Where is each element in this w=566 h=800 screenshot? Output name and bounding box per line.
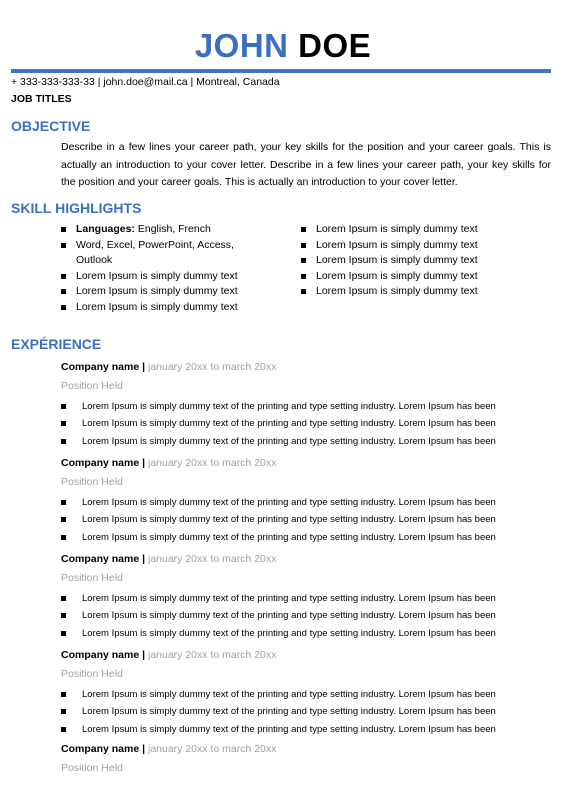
bullet-icon: [61, 421, 66, 426]
list-item: [301, 269, 521, 285]
list-item: [61, 590, 551, 607]
duties-list: [61, 398, 551, 450]
list-item: [61, 529, 551, 546]
duty-text: Lorem Ipsum is simply dummy text of the printing and type setting industry. Lorem Ipsum has been: [82, 531, 496, 543]
bullet-icon: [61, 709, 66, 714]
job-dates: january 20xx to march 20xx: [147, 457, 277, 469]
list-item: [61, 686, 551, 703]
job-header: [61, 360, 551, 379]
duty-text: Lorem Ipsum is simply dummy text of the printing and type setting industry. Lorem Ipsum has been: [82, 418, 496, 430]
bullet-icon: [61, 517, 66, 522]
company-name: Company name: [61, 457, 140, 469]
list-item: [301, 222, 521, 238]
bullet-icon: [301, 289, 306, 294]
separator: |: [142, 361, 146, 373]
skill-text: Lorem Ipsum is simply dummy text: [316, 285, 478, 298]
job-header: [61, 648, 551, 667]
list-item: [61, 433, 551, 450]
objective-heading: OBJECTIVE: [11, 118, 91, 134]
list-item: [61, 625, 551, 642]
duty-text: Lorem Ipsum is simply dummy text of the printing and type setting industry. Lorem Ipsum has been: [82, 593, 496, 604]
skill-text: Lorem Ipsum is simply dummy text: [76, 269, 238, 282]
list-item: [61, 284, 271, 300]
duty-text: Lorem Ipsum is simply dummy text of the printing and type setting industry. Lorem Ipsum has been: [82, 497, 496, 508]
list-item: [301, 284, 521, 300]
job-dates: january 20xx to march 20xx: [147, 649, 277, 661]
bullet-icon: [301, 274, 306, 279]
last-name: DOE: [298, 27, 372, 64]
separator: |: [142, 649, 146, 661]
experience-entry: [61, 648, 551, 738]
duties-list: [61, 686, 551, 738]
list-item: [301, 238, 521, 254]
bullet-icon: [61, 535, 66, 540]
skill-text: Lorem Ipsum is simply dummy text: [316, 238, 478, 251]
list-item: [61, 494, 551, 511]
position-held: Position Held: [61, 762, 123, 774]
separator: |: [142, 743, 146, 755]
experience-entry: [61, 552, 551, 642]
experience-entry: [61, 360, 551, 450]
list-item: [61, 238, 271, 269]
list-item: [61, 222, 271, 238]
duties-list: [61, 494, 551, 546]
separator: |: [142, 553, 146, 565]
list-item: [61, 511, 551, 528]
company-name: Company name: [61, 743, 140, 755]
list-item: [61, 415, 551, 432]
bullet-icon: [61, 692, 66, 697]
first-name: JOHN: [194, 27, 289, 64]
position-held: Position Held: [61, 572, 123, 584]
position-held: Position Held: [61, 476, 123, 488]
position-held: Position Held: [61, 668, 123, 680]
bullet-icon: [61, 243, 66, 248]
bullet-icon: [61, 274, 66, 279]
skill-text: Lorem Ipsum is simply dummy text: [316, 269, 478, 282]
header-divider: [11, 69, 551, 73]
candidate-name: [0, 26, 566, 66]
bullet-icon: [61, 404, 66, 409]
bullet-icon: [61, 227, 66, 232]
skill-text: Word, Excel, PowerPoint, Access, Outlook: [76, 238, 234, 267]
skill-text: Lorem Ipsum is simply dummy text: [316, 223, 478, 235]
job-dates: january 20xx to march 20xx: [147, 361, 277, 373]
list-item: [61, 269, 271, 285]
duty-text: Lorem Ipsum is simply dummy text of the printing and type setting industry. Lorem Ipsum has been: [82, 435, 496, 447]
skill-text: Lorem Ipsum is simply dummy text: [76, 285, 238, 298]
bullet-icon: [301, 243, 306, 248]
duty-text: Lorem Ipsum is simply dummy text of the printing and type setting industry. Lorem Ipsum has been: [82, 723, 496, 735]
duty-text: Lorem Ipsum is simply dummy text of the printing and type setting industry. Lorem Ipsum has been: [82, 514, 496, 526]
list-item: [301, 253, 521, 269]
company-name: Company name: [61, 553, 140, 565]
bullet-icon: [61, 500, 66, 505]
separator: |: [142, 457, 146, 469]
experience-entry: [61, 742, 551, 780]
job-dates: january 20xx to march 20xx: [147, 553, 277, 565]
job-header: [61, 742, 551, 761]
contact-line: + 333-333-333-33 | john.doe@mail.ca | Montreal, Canada: [11, 76, 280, 88]
bullet-icon: [61, 727, 66, 732]
job-header: [61, 456, 551, 475]
objective-text: Describe in a few lines your career path, your key skills for the position and your career goals. This is actually an introduction to your cover letter. Describe in a few lines your career path, your key skills for the position and your career goals. This is actually an introduction to your cover letter.: [61, 141, 551, 188]
duty-text: Lorem Ipsum is simply dummy text of the printing and type setting industry. Lorem Ipsum has been: [82, 610, 496, 622]
list-item: [61, 398, 551, 415]
bullet-icon: [61, 613, 66, 618]
languages-label: Languages:: [76, 223, 135, 235]
bullet-icon: [301, 227, 306, 232]
position-held: Position Held: [61, 380, 123, 392]
experience-entry: [61, 456, 551, 546]
experience-heading: EXPÉRIENCE: [11, 336, 102, 352]
job-dates: january 20xx to march 20xx: [147, 743, 277, 755]
duties-list: [61, 590, 551, 642]
list-item: [61, 721, 551, 738]
skills-list-left: [61, 222, 271, 316]
languages-value: English, French: [134, 223, 211, 235]
job-titles: JOB TITLES: [11, 93, 72, 105]
bullet-icon: [61, 596, 66, 601]
skill-text: Lorem Ipsum is simply dummy text: [76, 300, 238, 313]
list-item: [61, 607, 551, 624]
skill-text: Lorem Ipsum is simply dummy text: [316, 254, 478, 267]
duty-text: Lorem Ipsum is simply dummy text of the printing and type setting industry. Lorem Ipsum has been: [82, 627, 496, 639]
bullet-icon: [301, 258, 306, 263]
company-name: Company name: [61, 649, 140, 661]
duty-text: Lorem Ipsum is simply dummy text of the printing and type setting industry. Lorem Ipsum has been: [82, 401, 496, 412]
job-header: [61, 552, 551, 571]
list-item: [61, 300, 271, 316]
company-name: Company name: [61, 361, 140, 373]
duty-text: Lorem Ipsum is simply dummy text of the printing and type setting industry. Lorem Ipsum has been: [82, 689, 496, 700]
bullet-icon: [61, 631, 66, 636]
list-item: [61, 703, 551, 720]
bullet-icon: [61, 305, 66, 310]
skills-heading: SKILL HIGHLIGHTS: [11, 200, 142, 216]
bullet-icon: [61, 289, 66, 294]
duty-text: Lorem Ipsum is simply dummy text of the printing and type setting industry. Lorem Ipsum has been: [82, 706, 496, 718]
bullet-icon: [61, 439, 66, 444]
skills-list-right: [301, 222, 521, 300]
